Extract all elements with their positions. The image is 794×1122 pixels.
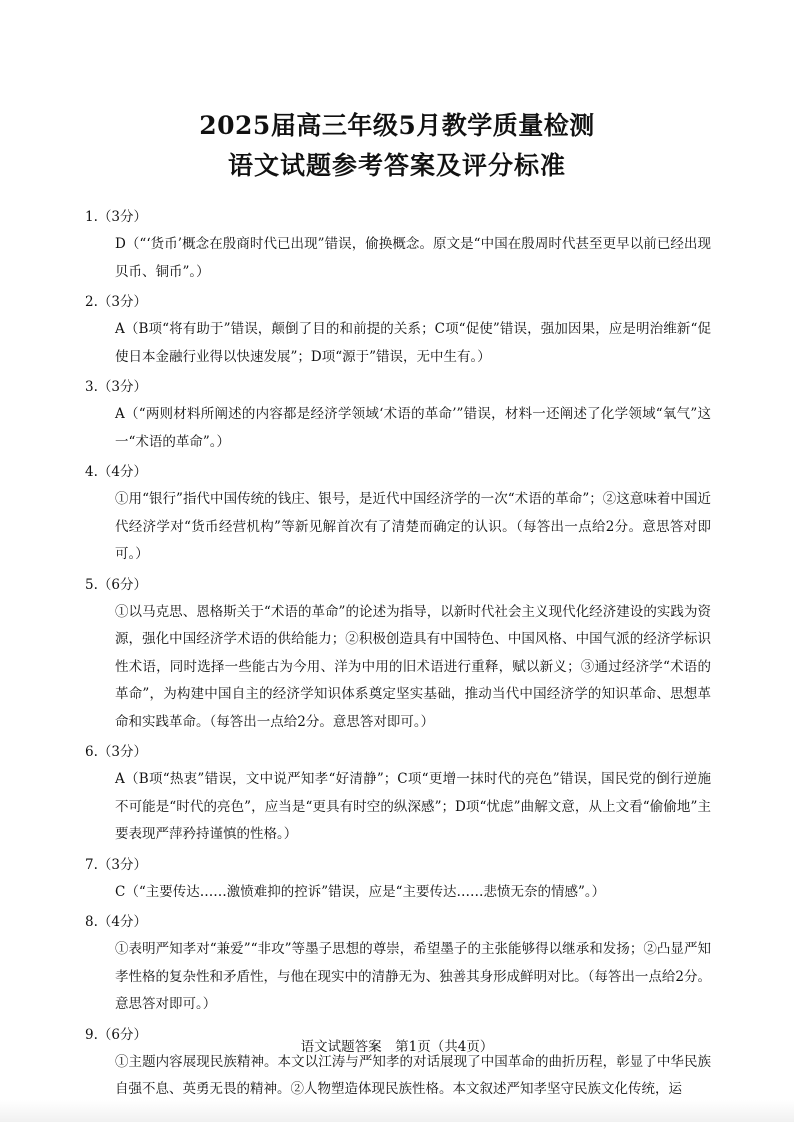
scan-edge-divider <box>0 1100 794 1122</box>
answer-item-5 <box>85 571 711 737</box>
question-number: 9.（6分） <box>85 1026 147 1043</box>
answer-item-3 <box>85 373 711 456</box>
answer-text: A（“两则材料所阐述的内容都是经济学领域‘术语的革命’”错误，材料一还阐述了化学领域“氧气”这一“术语的革命”。） <box>115 406 711 450</box>
answer-text: A（B项“热衷”错误，文中说严知孝“好清静”；C项“更增一抹时代的亮色”错误，国民党的倒行逆施不可能是“时代的亮色”，应当是“更具有时空的纵深感”；D项“忧虑”曲解文意，从上文看“偷偷地”主要表现严萍矜持谨慎的性格。） <box>115 771 711 842</box>
answer-text: A（B项“将有助于”错误，颠倒了目的和前提的关系；C项“促使”错误，强加因果，应是明治维新“促使日本金融行业得以快速发展”；D项“源于”错误，无中生有。） <box>115 321 711 365</box>
answer-item-2 <box>85 288 711 371</box>
answer-item-1 <box>85 203 711 286</box>
question-number: 7.（3分） <box>85 856 147 873</box>
answer-item-7 <box>85 851 711 907</box>
answer-text: ①用“银行”指代中国传统的钱庄、银号，是近代中国经济学的一次“术语的革命”；②这意味着中国近代经济学对“货币经营机构”等新见解首次有了清楚而确定的认识。（每答出一点给2分。意思答对即可。） <box>115 491 711 562</box>
answer-item-6 <box>85 738 711 849</box>
page-footer: 语文试题答案 第1页（共4页） <box>300 1039 494 1055</box>
question-number: 3.（3分） <box>85 379 147 395</box>
answer-item-9 <box>85 1021 711 1104</box>
answer-text: ①以马克思、恩格斯关于“术语的革命”的论述为指导，以新时代社会主义现代化经济建设的实践为资源，强化中国经济学术语的供给能力；②积极创造具有中国特色、中国风格、中国气派的经济学标识性术语，同时选择一些能古为今用、洋为中用的旧术语进行重释，赋以新义；③通过经济学“术语的革命”，为构建中国自主的经济学知识体系奠定坚实基础，推动当代中国经济学的知识革命、思想革命和实践革命。（每答出一点给2分。意思答对即可。） <box>115 603 711 730</box>
answer-text: ①表明严知孝对“兼爱”“非攻”等墨子思想的尊崇，希望墨子的主张能够得以继承和发扬；②凸显严知孝性格的复杂性和矛盾性，与他在现实中的清静无为、独善其身形成鲜明对比。（每答出一点给2分。意思答对即可。） <box>115 941 711 1012</box>
answer-item-4 <box>85 458 711 569</box>
answer-text: C（“主要传达……激愤难抑的控诉”错误，应是“主要传达……悲愤无奈的情感”。） <box>115 883 606 900</box>
exam-title: 2025届高三年级5月教学质量检测 <box>199 111 595 140</box>
question-number: 1.（3分） <box>85 209 147 225</box>
question-number: 4.（4分） <box>85 464 147 480</box>
answer-text: D（“‘货币’概念在殷商时代已出现”错误，偷换概念。原文是“中国在殷周时代甚至更早以前已经出现贝币、铜币”。） <box>115 236 711 280</box>
answer-list <box>85 203 711 1106</box>
document-subtitle: 语文试题参考答案及评分标准 <box>227 151 566 180</box>
question-number: 6.（3分） <box>85 744 147 760</box>
answer-text: ①主题内容展现民族精神。本文以江涛与严知孝的对话展现了中国革命的曲折历程，彰显了中华民族自强不息、英勇无畏的精神。②人物塑造体现民族性格。本文叙述严知孝坚守民族文化传统，运 <box>115 1053 711 1097</box>
question-number: 2.（3分） <box>85 294 147 310</box>
question-number: 5.（6分） <box>85 576 147 593</box>
answer-item-8 <box>85 908 711 1019</box>
question-number: 8.（4分） <box>85 914 147 930</box>
